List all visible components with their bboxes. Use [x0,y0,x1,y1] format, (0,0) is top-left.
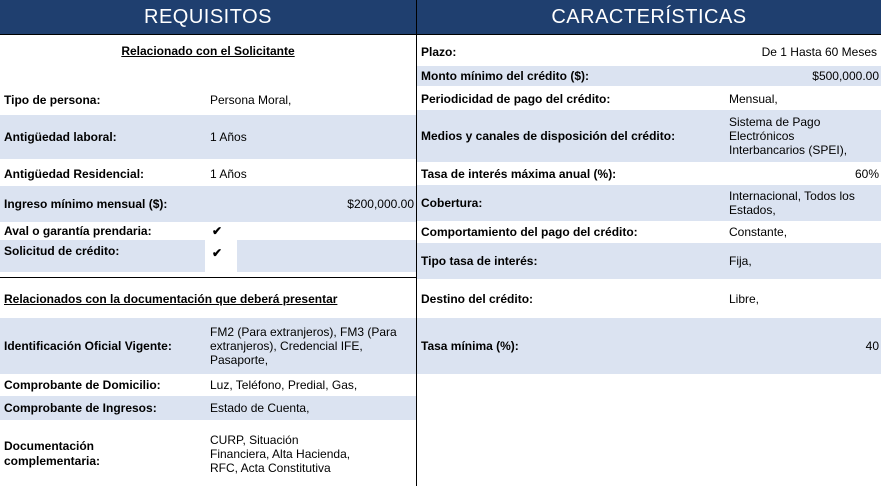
label-tipo-tasa: Tipo tasa de interés: [421,254,538,268]
caracteristicas-panel [417,0,881,486]
aval-checkbox-cell [205,222,237,240]
label-monto-minimo: Monto mínimo del crédito ($): [421,69,589,83]
row-cobertura [417,185,881,221]
label-ingreso-minimo: Ingreso mínimo mensual ($): [4,197,168,211]
row-tipo-tasa [417,243,881,279]
row-solicitud [0,240,416,272]
section-applicant-title: Relacionado con el Solicitante [121,44,295,58]
row-aval [0,222,416,240]
row-plazo [417,42,881,62]
row-identificacion [0,318,416,374]
label-tasa-minima: Tasa mínima (%): [421,339,519,353]
label-solicitud: Solicitud de crédito: [4,244,120,258]
value-identificacion: FM2 (Para extranjeros), FM3 (Para extranjeros), Credencial IFE, Pasaporte, [210,325,397,367]
value-ingreso-minimo: $200,000.00 [347,197,414,211]
solicitud-checkbox-cell [205,240,237,272]
caracteristicas-header: CARACTERÍSTICAS [417,0,881,35]
value-documentacion-complementaria: CURP, Situación Financiera, Alta Hacienda, RFC, Acta Constitutiva [210,432,351,475]
row-destino [417,281,881,317]
label-aval: Aval o garantía prendaria: [4,224,152,238]
requisitos-header: REQUISITOS [0,0,416,35]
row-monto-minimo [417,66,881,86]
value-tipo-persona: Persona Moral, [210,93,292,107]
value-comprobante-ingresos: Estado de Cuenta, [210,401,310,415]
label-plazo: Plazo: [421,45,457,59]
label-comportamiento: Comportamiento del pago del crédito: [421,225,638,239]
row-antiguedad-laboral [0,115,416,159]
row-tasa-maxima [417,164,881,184]
value-tipo-tasa: Fija, [729,254,752,268]
label-comprobante-domicilio: Comprobante de Domicilio: [4,378,161,392]
label-destino: Destino del crédito: [421,292,534,306]
value-plazo: De 1 Hasta 60 Meses [761,45,877,59]
value-tasa-minima: 40 [865,339,879,353]
row-antiguedad-residencial [0,164,416,184]
value-comportamiento: Constante, [729,225,788,239]
row-ingreso-minimo [0,186,416,222]
row-comportamiento [417,222,881,242]
row-comprobante-ingresos [0,396,416,420]
label-documentacion-complementaria: Documentación complementaria: [4,438,101,468]
row-medios-canales [417,110,881,162]
requisitos-panel [0,0,417,486]
value-antiguedad-residencial: 1 Años [210,167,247,181]
label-medios-canales: Medios y canales de disposición del crédito: [421,129,676,143]
label-comprobante-ingresos: Comprobante de Ingresos: [4,401,157,415]
label-periodicidad: Periodicidad de pago del crédito: [421,92,611,106]
value-medios-canales: Sistema de Pago Electrónicos Interbancarios (SPEI), [729,115,848,157]
value-comprobante-domicilio: Luz, Teléfono, Predial, Gas, [210,378,358,392]
label-identificacion: Identificación Oficial Vigente: [4,339,172,353]
label-antiguedad-laboral: Antigüedad laboral: [4,130,117,144]
label-tasa-maxima: Tasa de interés máxima anual (%): [421,167,617,181]
section-documents-title: Relacionados con la documentación que deberá presentar [4,292,338,306]
label-tipo-persona: Tipo de persona: [4,93,101,107]
value-cobertura: Internacional, Todos los Estados, [729,189,855,217]
row-comprobante-domicilio [0,375,416,395]
row-periodicidad [417,89,881,109]
row-tipo-persona [0,90,416,110]
label-cobertura: Cobertura: [421,196,483,210]
row-documentacion-complementaria [0,421,416,486]
row-tasa-minima [417,318,881,374]
aval-checkbox[interactable]: ✔ [209,223,225,239]
label-antiguedad-residencial: Antigüedad Residencial: [4,167,145,181]
value-periodicidad: Mensual, [729,92,778,106]
solicitud-checkbox[interactable]: ✔ [209,245,225,261]
value-monto-minimo: $500,000.00 [812,69,879,83]
value-destino: Libre, [729,292,760,306]
value-antiguedad-laboral: 1 Años [210,130,247,144]
value-tasa-maxima: 60% [854,167,879,181]
section-divider [0,277,416,278]
